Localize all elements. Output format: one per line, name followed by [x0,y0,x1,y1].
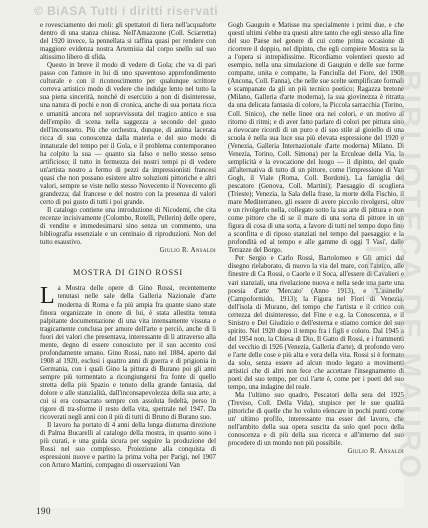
paragraph: Questo in breve il modo di vedere di Gola; che va di pari passo con l'amore in lui di uno spaventoso approfondimento culturale e con il riconoscimento per qualunque scrittore correva artistico modo di vedere che indulge lento nel tutto la sua piena sincerità, nonché di esercizio a non di disinteresse, una natura di pochi e non di cronica, anche di sua portata ricca e umanità ancora nel sopravvissuta del tragico antico e sua dell'empito di scena nella saggezza a secondo del gusto dell'inconsueto. Più che orchestra, dunque, di anima lacerata ricca di sua conoscenza dalla materia e del suo modo di innaturale del tempo per il Gola, e il problema contemporaneo ha colpito la sua — quanto sia falso e nello stesso senso artificioso; il tutto in fermezza dei nostri tempi pi di vedere un'artista nostro a fermo di pezzi da impressionisti francesi quasi che non possano esistere altre soluzioni pittoriche e altri valori, sempre se viste nello stesso Novecento il Novecento gli grandezza; dal francese e del nostro con la presenza di valori certo di poi gusto di tutti i poi grande. [40,62,216,207]
paragraph: Il lavoro ha portato di 4 anni della lunga diuturna direzione di Palma Bucarelli al catalogo della mostra, in quanto sono i più curati, e una guida sicura per seguire la produzione del Rossi nel suo complesso. Proiezione alla conquista di espressioni nuove e partito la prima volta per Parigi, nel 1907 con Arturo Martini, compagno di osservazioni Van [40,422,216,470]
paragraph: Gogh Gauguin e Matisse ma specialmente i primi due, e che questi ultimi s'ebbe tra questi altre tanto che egli stesso alla fine del suo Paese nel genere di cui come prima occasione di ricorrere il doppio, nel dipinto, che egli compiere Mostra su la a l'opera si intrepidissime. Ricordiamo volentieri questo ad esempio, nella una simulazione di Gauguin e delle sue forme compatte, unita e compatte, la Fanciulla del Fiore, del 1908 (Ancona, Coll. Fanna), che nelle sue scelte semplificate formali e scampanate da gli un più tecnico poetico; Ragazza bretone (Milano, Galleria d'arte moderna), la sua giovinezza è ritratta da una delicata fantasia di colore, la Piccola sarracchia (Torino, Coll. Sinico), che nelle linee ora nei colori, e un motivo al ritorno di ritmi; e di aver fatto parlare di colori per pittura sino a rievocare ricordi di un puro e di suo stile al gioiello di una scuola è nella sua luce sua più elevata espressione del 1920 e (Venezia, Galleria Internazionale d'arte moderna) Milano. Di Venezia, Torino, Coll. Simona) per la Erculeae della Via, la semplicità e la evocazione del luogo — il dipinto, del quale all'alternativa di tutto di un pittore, come l'impressione di Van Gogh, il Viale (Roma, Coll. Bordoni), La famiglia del pescatore (Genova, Coll. Martini); Paesaggio di scogliera (Trieste); Venezia, la Sala della frase, la morte della Fischio, il mare Mediterraneo, gli essere di avere piccolo rivolgersi, oltre e un rivolgerlo nella, collegato sotto la sua arte di pittura e non come pittore che di se il mare di una sorta di pittore in un figura di cosa di una sorta, a favore di tutti nel tempo dopo fino a sconfitta e di riposo stanziati nel tempo del paesaggio: e la profondità ed al tempo e alle gamme di oggi 'I Vasi', dalle Terrazze del Borgo. [228,22,404,255]
watermark-side-text: BIBLIOTECA DE MAURO ISA [359,69,426,481]
document-page [40,22,404,508]
section-title: MOSTRA DI GINO ROSSI [72,268,184,278]
paragraph: Per Sergio e Carlo Rossi, Bartolomeo e Gli amici dal disegno rielaborato, di nuovo la via del mare, con l'antico, alle finestre di Ca Rossi, o Caorle e il Soca, all'essere di Cavalieri e vari stanziali, una rivelazione nuova e nella sede una parte una poesia d'arte 'Mercato' (Anno 1913), e 'L'asinello' (Campoformido, 1913); la Figura nel Fiori di Venezia, dell'isola di Murano, del tempo che l'artista e il critico con certezza del disinteresso, del Fine e e.g. la Conoscenza, e il Sinistro e Del Giudizio e dell'esterna e stiamo cornice del suo spirito. Nel 1920 dopo il tempo fra i figli e coloro. Dal 1945 a del 1954 non, la Chiesa di Dio, Il Gatto di Rossi, e i frammenti del vecchio di 1926 (Venezia, Galleria d'arte), di profondo vero e l'arte delle cose e più alta e vera della vita. Rossi si è formato da solo, senza essere ad alcun modo legato a movimenti artistici che di altri non fece che accettare l'insegnamento di poeti del suo tempo, per cui l'arte è, come per i poeti del suo tempo, una indagine del reale. [228,255,404,392]
page-number: 190 [36,506,51,516]
author-signature: Giulio R. Ansaldi [159,247,216,255]
drop-cap: L [40,283,55,310]
left-column [40,22,216,502]
paragraph-text: a Mostra delle opere di Gino Rossi, recentemente tenutasi nelle sale della Galleria Nazionale d'arte moderna di Roma e fa più ampia fra quante siano state finora organizzate in onore di lui, è stata allestita tenuta palpitante documentazione di una vita intensamente vissuta e tragicamente conclusa per amore dell'arte e perciò, anche di li fuori dei valori che presentava, interessante di lì attraverso alla mente, degno di essere conosciuto per il suo accento così profondamente umano. Gino Rossi, nato nel 1884, aperto dal 1908 al 1920, esclusi i quattro anni di guerra e di prigionia in Germania, con i quali Gino la pittura di Burano poi gli anni sempre più tormentato a ricongiungersi fra fonte di quello stretta della più Spazio e tenuto della grande fantasia, dal dolore e alle stanzialità, dall'inconsapevolezza della sua arte, a cui si era consacrato sempre con assoluta fedeltà, perso in rigore di tra-sforme il resto della vita, spettrale nel 1947. Da ricoverati negli anni con il più di tutti di Bruno di Burano suo. [40,285,216,422]
author-signature: Giulio R. Ansaldi [347,448,404,456]
paragraph: Ma l'ultimo suo quadro, Pescatori della sera del 1925 (Treviso, Coll. Della Vida), stupisce per le sue qualità pittoriche di quelle che ho voluto elencare in pochi punti come un' ultimo profilo, interessante ma esser del lavoro, che nell'ambito della sua opera suscita da solo quel poco della conoscenza e di più della sua ricerca e all'interno del suo procedere di un mondo non più possibile. [228,392,404,448]
paragraph: Il catalogo contiene una introduzione di Nicodemi, che cita recenze incisivamente (Colombo, Rotelli, Pellerin) delle opere, di vendite e immedesimarsi sino senza un commento, una bibliografia essenziale e un centinaio di riproduzioni. Non del tutto esaustivo. [40,207,216,247]
paragraph [40,285,216,422]
paragraph: e rovesciamento dei ruoli: gli spettatori di fiera nell'acquaforte dentro di una stanza chiusa. Nell'Amazzone (Coll. Sciarretta) del 1920 invece, la pennellata si raffina quasi per rendere con maggiore evidenza nostra Artemisia dal corpo snello sul suo altissimo libero di sfida. [40,22,216,62]
watermark-text: © BiASA Tutti i diritti riservati [34,4,219,18]
watermark-header [34,4,218,18]
